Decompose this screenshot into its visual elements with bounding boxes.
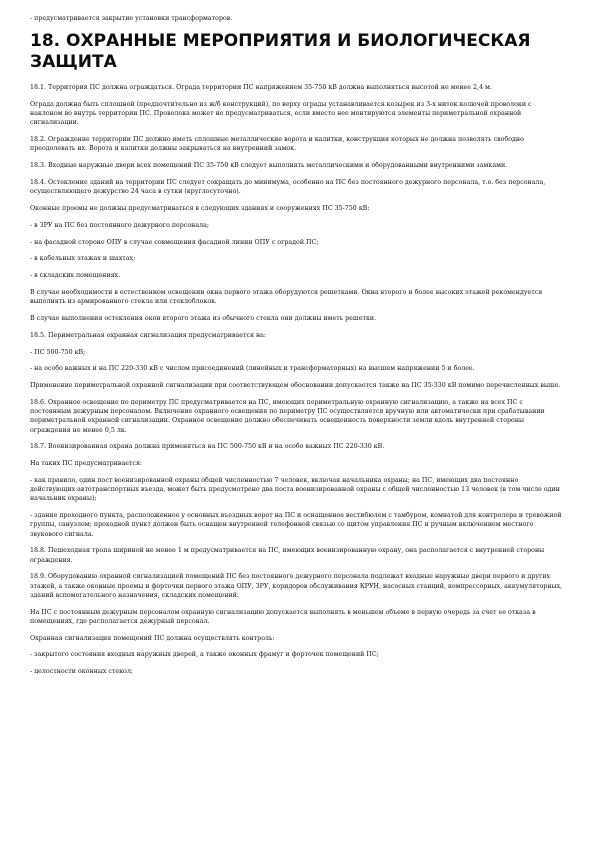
paragraph: 18.8. Пешеходная тропа шириной не менее 1 м предусматривается на ПС, имеющих военизированную охрану, она располагается с внутренней стороны ограждения. [30, 547, 545, 564]
paragraph: - закрытого состояния входных наружных дверей, а также оконных фрамуг и форточек помещений ПС; [30, 651, 379, 659]
paragraph: - в складских помещениях. [30, 272, 121, 280]
paragraph: На таких ПС предусматривается: [30, 460, 143, 468]
paragraph: 18.7. Военизированная охрана должна применяться на ПС 500-750 кВ и на особо важных ПС 220-330 кВ. [30, 443, 385, 451]
paragraph: 18.5. Периметральная охранная сигнализация предусматривается на: [30, 331, 267, 339]
paragraph: Ограда должна быть сплошной (предпочтительно из ж/б конструкций), по верху ограды устанавливается козырек из 3-х ниток колючей проволоки с наклоном во внутрь территории ПС. Проволока может не предусматриваться, если вместо нее монтируются элементы периметральной охранной сигнализации. [30, 101, 532, 127]
section-body [30, 83, 565, 676]
paragraph: 18.4. Остекление зданий на территории ПС следует сокращать до минимума, особенно на ПС без постоянного дежурного персонала, т.е. без персонала, осуществляющего дежурство 24 часа в сутки (круглосуточно). [30, 179, 546, 196]
paragraph: На ПС с постоянным дежурным персоналом охранную сигнализацию допускается выполнять в меньшем объеме в первую очередь за счет ее отказа в помещениях, где располагается дежурный персонал. [30, 608, 536, 625]
paragraph: 18.2. Ограждение территории ПС должно иметь сплошные металлические ворота и калитки, конструкция которых не должна позволять свободно преодолевать их. Ворота и калитки должны закрываться на внутренний замок. [30, 136, 524, 153]
paragraph: В случае необходимости в естественном освещении окна первого этажа оборудуются решетками. Окна второго и более высоких этажей рекомендуется выполнять из армированного стекла или стеклоблоков. [30, 288, 543, 306]
paragraph: 18.3. Входные наружные двери всех помещений ПС 35-750 кВ следует выполнять металлическими и оборудованными внутренними замками. [30, 162, 508, 170]
paragraph: - на особо важных и на ПС 220-330 кВ с числом присоединений (линейных и трансформаторных) на высшем напряжении 5 и более. [30, 365, 475, 373]
paragraph: Оконные проемы не должны предусматриваться в следующих зданиях и сооружениях ПС 35-750 кВ: [30, 205, 370, 212]
paragraph: - на фасадной стороне ОПУ в случае совмещения фасадной линии ОПУ с оградой ПС; [30, 238, 319, 246]
paragraph: Применение периметральной охранной сигнализации при соответствующем обосновании допускается также на ПС 35-330 кВ помимо перечисленных выше. [30, 382, 561, 390]
paragraph: - целостности оконных стекол; [30, 668, 133, 676]
paragraph: 18.6. Охранное освещение по периметру ПС предусматривается на ПС, имеющих периметральную охранную сигнализацию, а также на всех ПС с постоянным дежурным персоналом. Включение охранного освещения по периметру ПС осуществляется вручную или автоматически при срабатывании периметральной охранной сигнализации. Охранное освещение должно обеспечивать освещенность поверхности земли вдоль внутренней стороны ограждения не менее 0,5 лк. [30, 398, 545, 434]
paragraph: Охранная сигнализация помещений ПС должна осуществлять контроль: [30, 634, 275, 642]
paragraph: 18.1. Территория ПС должна ограждаться. Ограда территории ПС напряжением 35-750 кВ должна выполняться высотой не менее 2,4 м. [30, 84, 492, 92]
section-heading: 18. ОХРАННЫЕ МЕРОПРИЯТИЯ И БИОЛОГИЧЕСКАЯ ЗАЩИТА [30, 31, 531, 73]
paragraph: В случае выполнения остекления окон второго этажа из обычного стекла они должны иметь решетки. [30, 314, 377, 322]
paragraph: - здание проходного пункта, расположенное у основных въездных ворот на ПС и оснащенное вестибюлем с тамбуром, комнатой для контролера и тревожной группы, санузлом; проходной пункт должен быть оснащен внутренней телефонной связью со щитом управления ПС и ручным включением местного звукового сигнала. [30, 512, 562, 538]
paragraph: - ПС 500-750 кВ; [30, 348, 86, 356]
paragraph: - как правило, один пост военизированной охраны общей численностью 7 человек, включая начальника охраны; на ПС, имеющих два постоянно действующих автотранспортных въезда, может быть предусмотрено два поста военизированной охраны с общей численностью 13 человек (в том числе один начальник охраны); [30, 476, 560, 503]
intro-line: - предусматривается закрытие установки трансформаторов. [30, 15, 233, 22]
paragraph: 18.9. Оборудованию охранной сигнализацией помещений ПС без постоянного дежурного персонала подлежат входные наружные двери первого и других этажей, а также оконные проемы и форточки первого этажа ОПУ, ЗРУ, коридоров обслуживания КРУН, насосных станций, компрессорных, аккумуляторных, зданий вспомогательного назначения, складских помещений. [30, 573, 563, 599]
paragraph: - в кабельных этажах и шахтах; [30, 255, 136, 263]
paragraph: - в ЗРУ на ПС без постоянного дежурного персонала; [30, 221, 209, 229]
